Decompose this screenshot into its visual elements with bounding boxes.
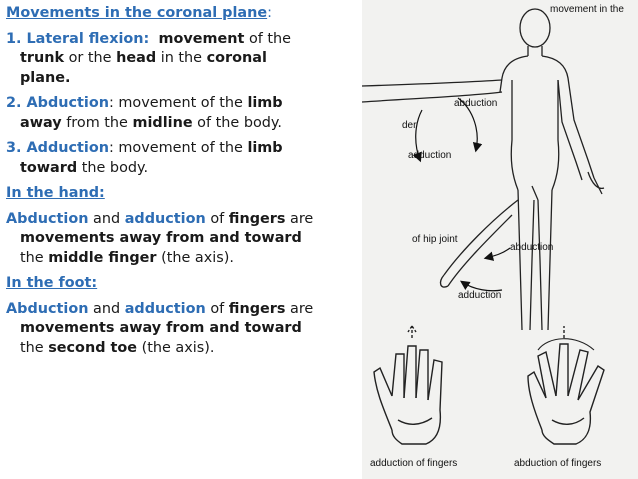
item3-line2: toward the body. [20, 159, 149, 176]
coronal-heading: Movements in the coronal plane: [6, 5, 272, 21]
foot-line3: the second toe (the axis). [20, 339, 215, 356]
label-der: der [402, 120, 417, 131]
caption-adduction-fingers: adduction of fingers [370, 458, 458, 469]
foot-line1: Abduction and adduction of fingers are [6, 300, 314, 317]
caption-abduction-fingers: abduction of fingers [514, 458, 602, 469]
label-abduction-upper: abduction [454, 98, 498, 109]
hand-line3: the middle finger (the axis). [20, 249, 234, 266]
human-body-drawing [362, 9, 604, 330]
item1-line3: plane. [20, 69, 71, 86]
anatomy-figure [362, 0, 638, 479]
top-text: movement in the [550, 4, 624, 15]
item2-line2: away from the midline of the body. [20, 114, 282, 131]
hand-line2: movements away from and toward [20, 230, 302, 246]
hand-line1: Abduction and adduction of fingers are [6, 210, 314, 227]
anatomy-illustration [362, 0, 638, 479]
label-abduction-lower: abduction [510, 242, 554, 253]
item2-line1: 2. Abduction: movement of the limb [6, 95, 283, 111]
label-adduction-upper: adduction [408, 150, 452, 161]
foot-line2: movements away from and toward [20, 320, 302, 336]
hand-abduction-drawing [528, 326, 604, 444]
hand-adduction-drawing [374, 326, 442, 444]
item1-line1: 1. Lateral flexion: movement of the [6, 30, 292, 47]
foot-heading: In the foot: [6, 275, 98, 291]
item3-line1: 3. Adduction: movement of the limb [6, 140, 283, 156]
label-hip-joint: of hip joint [412, 234, 458, 245]
item1-line2: trunk or the head in the coronal [20, 50, 267, 66]
label-adduction-lower: adduction [458, 290, 502, 301]
text-column [6, 4, 368, 358]
hand-heading: In the hand: [6, 185, 105, 201]
